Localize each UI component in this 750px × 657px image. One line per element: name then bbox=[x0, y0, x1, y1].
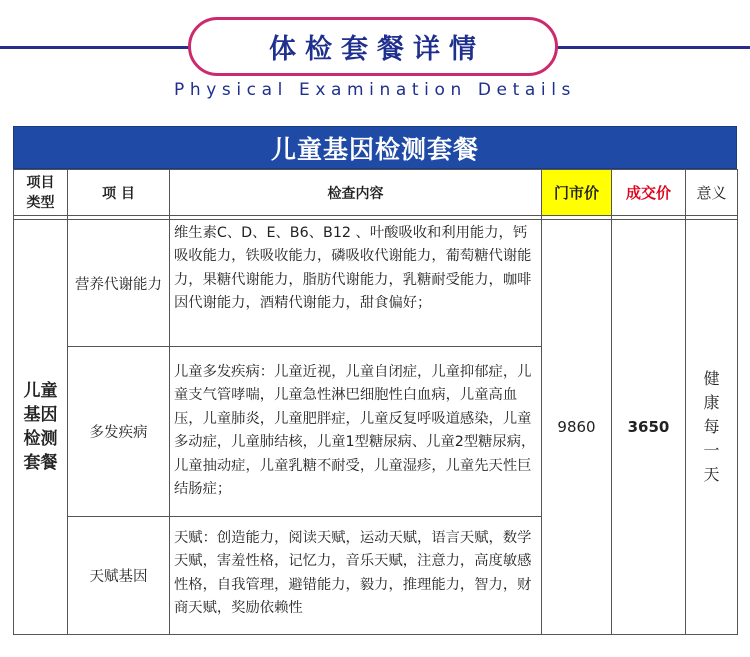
row-item-content: 维生素C、D、E、B6、B12 、叶酸吸收和利用能力，钙吸收能力，铁吸收能力，磷吸收代谢能力，葡萄糖代谢能力，果糖代谢能力，脂肪代谢能力，乳糖耐受能力，咖啡因代谢能力，酒精代谢能力，甜食偏好； bbox=[170, 220, 542, 347]
row-item-content: 天赋：创造能力，阅读天赋，运动天赋，语言天赋，数学天赋，害羞性格，记忆力，音乐天赋，注意力，高度敏感性格，自我管理，避错能力，毅力，推理能力，智力，财商天赋，奖励依赖性 bbox=[170, 517, 542, 635]
column-header-meaning: 意义 bbox=[686, 170, 738, 216]
column-header-door-price: 门市价 bbox=[542, 170, 612, 216]
page-subtitle: Physical Examination Details bbox=[174, 80, 576, 100]
row-item-name: 多发疾病 bbox=[68, 347, 170, 517]
table-row bbox=[14, 220, 738, 347]
meaning-label: 健康每一天 bbox=[703, 369, 720, 484]
row-item-content: 儿童多发疾病：儿童近视，儿童自闭症，儿童抑郁症，儿童支气管哮喘，儿童急性淋巴细胞性白血病，儿童高血压，儿童肺炎，儿童肥胖症，儿童反复呼吸道感染，儿童多动症，儿童肺结核，儿童1型糖尿病、儿童2型糖尿病，儿童抽动症，儿童乳糖不耐受，儿童湿疹，儿童先天性巨结肠症； bbox=[170, 347, 542, 517]
row-item-name: 天赋基因 bbox=[68, 517, 170, 635]
package-banner: 儿童基因检测套餐 bbox=[13, 126, 737, 169]
header-title-pill bbox=[188, 17, 558, 76]
package-table bbox=[13, 126, 737, 635]
row-item-name: 营养代谢能力 bbox=[68, 220, 170, 347]
meaning-value bbox=[686, 220, 738, 635]
page-title: 体检套餐详情 bbox=[269, 34, 485, 65]
table-header-row bbox=[14, 170, 738, 216]
door-price-value: 9860 bbox=[542, 220, 612, 635]
column-header-content: 检查内容 bbox=[170, 170, 542, 216]
column-header-item: 项 目 bbox=[68, 170, 170, 216]
package-category-label: 儿童基因检测套餐 bbox=[23, 381, 58, 473]
package-details-table bbox=[13, 169, 738, 635]
deal-price-value: 3650 bbox=[612, 220, 686, 635]
column-header-type: 项目类型 bbox=[14, 170, 68, 216]
package-category bbox=[14, 220, 68, 635]
column-header-deal-price: 成交价 bbox=[612, 170, 686, 216]
